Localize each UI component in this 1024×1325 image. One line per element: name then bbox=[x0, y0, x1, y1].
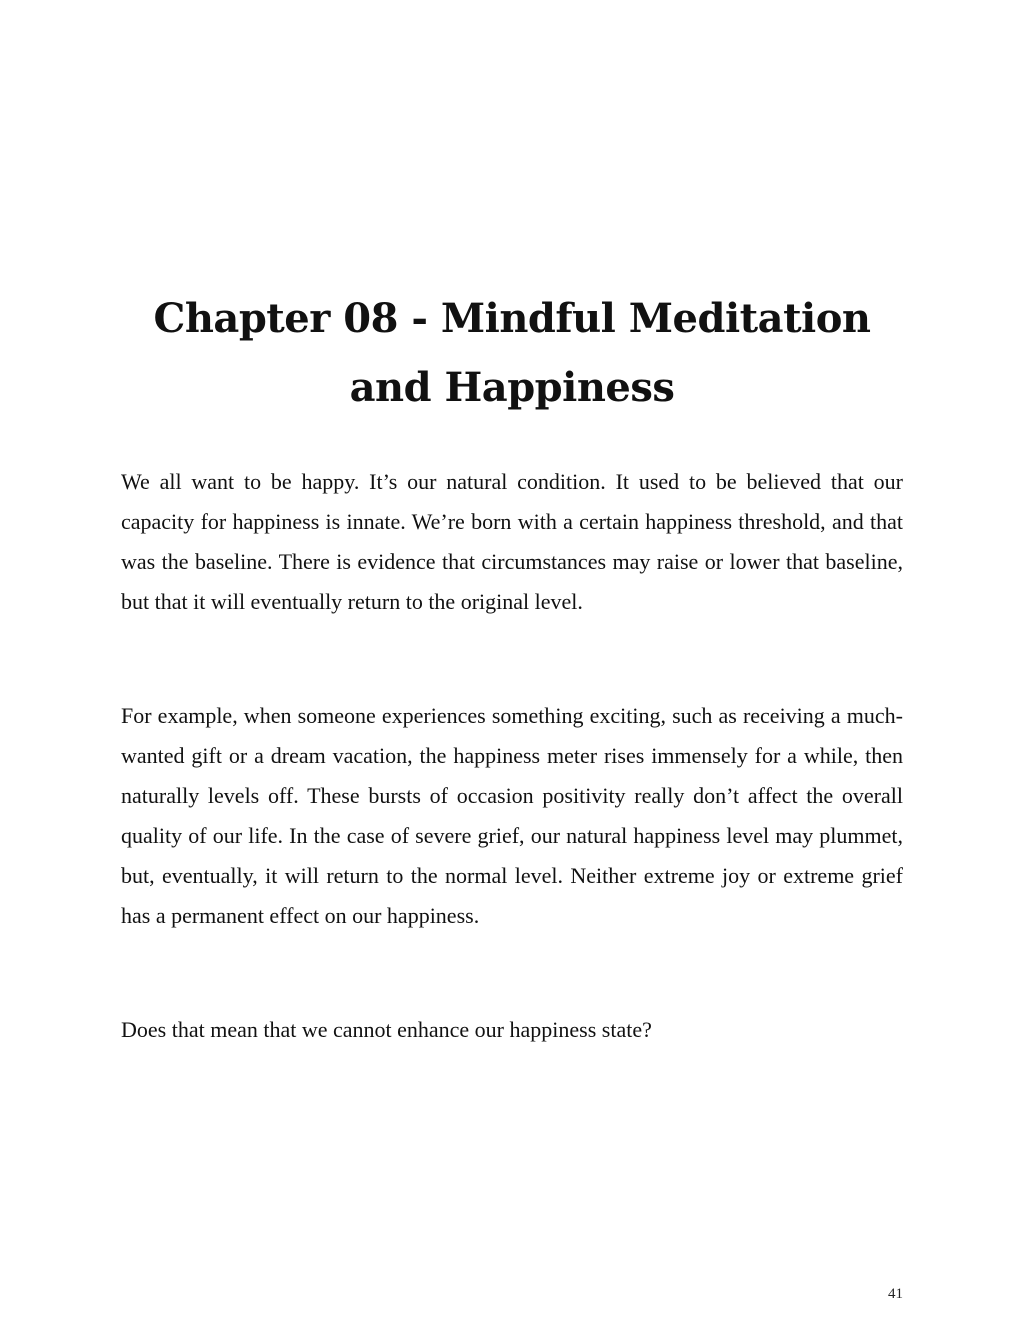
page-number: 41 bbox=[888, 1286, 903, 1302]
body-paragraph-2: For example, when someone experiences something exciting, such as receiving a much-wanted gift or a dream vacation, the happiness meter rises immensely for a while, then naturally levels off. These bursts of occasion positivity really don’t affect the overall quality of our life. In the case of severe grief, our natural happiness level may plummet, but, eventually, it will return to the normal level. Neither extreme joy or extreme grief has a permanent effect on our happiness. bbox=[121, 703, 903, 928]
body-paragraph-1: We all want to be happy. It’s our natural condition. It used to be believed that our capacity for happiness is innate. We’re born with a certain happiness threshold, and that was the baseline. There is evidence that circumstances may raise or lower that baseline, but that it will eventually return to the original level. bbox=[121, 469, 903, 614]
chapter-title: Chapter 08 - Mindful Meditation and Happiness bbox=[153, 295, 871, 411]
body-paragraph-3: Does that mean that we cannot enhance our happiness state? bbox=[121, 1017, 652, 1042]
